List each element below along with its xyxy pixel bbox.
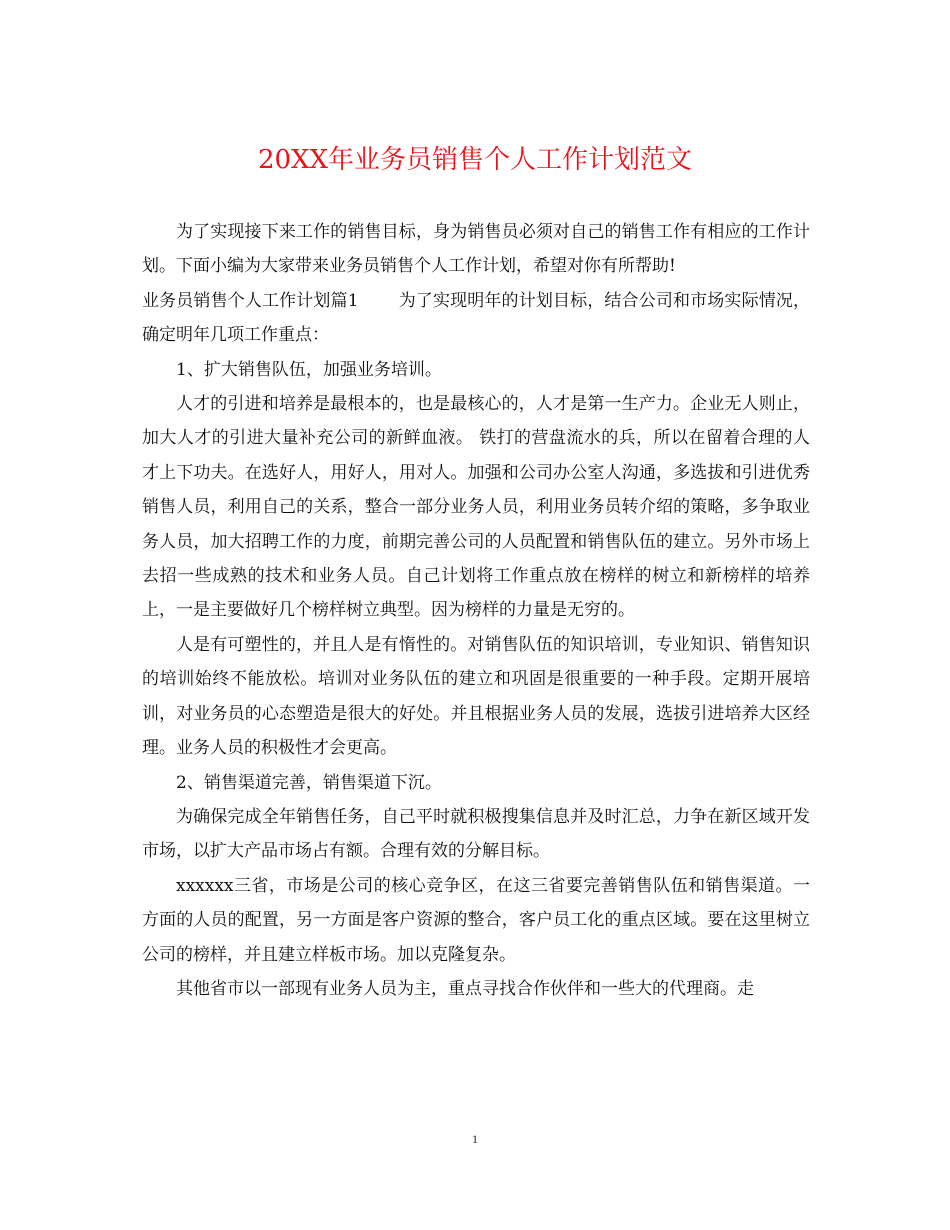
section-intro-text: 为了实现明年的计划目标，结合公司和市场实际情况，确定明年几项工作重点： [142,290,810,346]
document-title: 20XX年业务员销售个人工作计划范文 [257,145,693,175]
page-number: 1 [472,1132,478,1146]
paragraph-other-provinces: 其他省市以一部现有业务人员为主，重点寻找合作伙伴和一些大的代理商。走 [176,978,754,999]
paragraph-section-intro [142,284,810,353]
document-body [142,215,810,1006]
paragraph-core-region: xxxxxx三省，市场是公司的核心竞争区，在这三省要完善销售队伍和销售渠道。一方面的人员的配置，另一方面是客户资源的整合，客户员工化的重点区域。要在这里树立公司的榜样，并且建立样板市场。加以克隆复杂。 [142,875,810,965]
paragraph-item-1-heading: 1、扩大销售队伍，加强业务培训。 [176,359,442,380]
paragraph-sales-task: 为确保完成全年销售任务，自己平时就积极搜集信息并及时汇总，力争在新区域开发市场，以扩大产品市场占有额。合理有效的分解目标。 [142,806,810,862]
paragraph-training: 人是有可塑性的，并且人是有惰性的。对销售队伍的知识培训，专业知识、销售知识的培训始终不能放松。培训对业务队伍的建立和巩固是很重要的一种手段。定期开展培训，对业务员的心态塑造是很大的好处。并且根据业务人员的发展，选拔引进培养大区经理。业务人员的积极性才会更高。 [142,634,810,759]
paragraph-item-2-heading: 2、销售渠道完善，销售渠道下沉。 [176,772,442,793]
paragraph-intro: 为了实现接下来工作的销售目标，身为销售员必须对自己的销售工作有相应的工作计划。下面小编为大家带来业务员销售个人工作计划，希望对你有所帮助! [142,222,810,277]
section-heading: 业务员销售个人工作计划篇1 [142,290,359,311]
paragraph-talent: 人才的引进和培养是最根本的，也是最核心的，人才是第一生产力。企业无人则止，加大人才的引进大量补充公司的新鲜血液。 铁打的营盘流水的兵，所以在留着合理的人才上下功夫。在选好人，用好人，用对人。加强和公司办公室人沟通，多选拔和引进优秀销售人员，利用自己的关系，整合一部分业务人员，利用业务员转介绍的策略，多争取业务人员，加大招聘工作的力度，前期完善公司的人员配置和销售队伍的建立。另外市场上去招一些成熟的技术和业务人员。自己计划将工作重点放在榜样的树立和新榜样的培养上，一是主要做好几个榜样树立典型。因为榜样的力量是无穷的。 [142,394,810,621]
